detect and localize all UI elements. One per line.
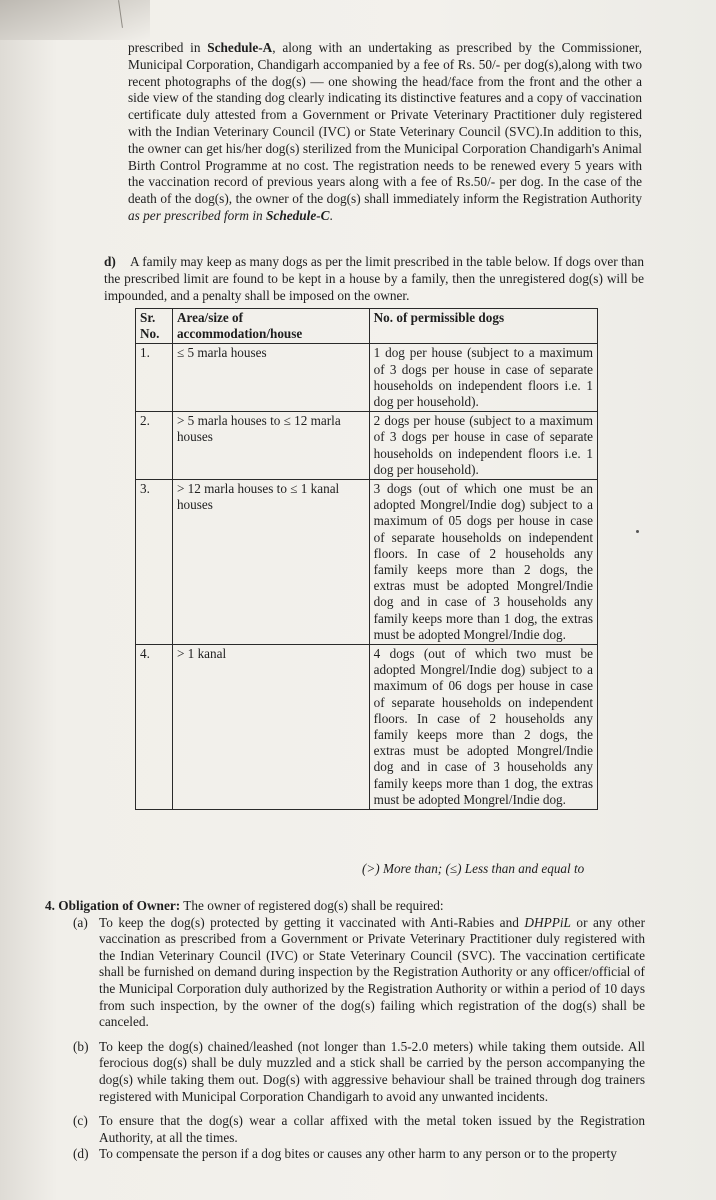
section-4-intro: The owner of registered dog(s) shall be required:	[180, 898, 444, 913]
text-span: .	[329, 207, 333, 223]
section-4-obligations	[45, 898, 645, 1163]
item-label: (a)	[73, 914, 88, 930]
cell-dogs: 1 dog per house (subject to a maximum of 3 dogs per house in case of separate households on independent floors i.e. 1 dog per household).	[369, 344, 597, 412]
obligation-item-c	[45, 1113, 645, 1146]
cell-sr: 3.	[136, 480, 173, 645]
item-label: (c)	[73, 1113, 88, 1129]
cell-sr: 4.	[136, 645, 173, 810]
cell-area: > 5 marla houses to ≤ 12 marla houses	[172, 412, 369, 480]
cell-sr: 1.	[136, 344, 173, 412]
section-4-heading-line	[45, 898, 645, 915]
text-span: , along with an undertaking as prescribed by the Commissioner, Municipal Corporation, Chandigarh accompanied by a fee of Rs. 50/- per dog(s),along with two recent photographs of the dog(s) — one showing the head/face from the front and the other a side view of the standing dog clearly indicating its distinctive features and a copy of vaccination certificate duly attested from a Government or Private Veterinary Practitioner duly registered with the Indian Veterinary Council (IVC) or State Veterinary Council (SVC).In addition to this, the owner can get his/her dog(s) sterilized from the Municipal Corporation Chandigarh's Animal Birth Control Programme at no cost. The registration needs to be renewed every 5 years with the vaccination record of previous years along with a fee of Rs.50/- per dog. In the case of the death of the dog(s), the owner of the dog(s) shall immediately inform the Registration Authority	[128, 40, 642, 207]
schedule-a-ref: Schedule-A	[207, 40, 273, 55]
table-row	[136, 344, 598, 412]
cell-dogs: 4 dogs (out of which two must be adopted Mongrel/Indie dog) subject to a maximum of 06 dogs per house in case of separate households on independent floors. In case of 2 households any family keeps more than 2 dogs, the extras must be adopted Mongrel/Indie dog and in case of 3 households any family keeps more than 1 dog, the extras must be adopted Mongrel/Indie dog.	[369, 645, 597, 810]
cell-dogs: 2 dogs per house (subject to a maximum of 3 dogs per house in case of separate households on independent floors i.e. 1 dog per household).	[369, 412, 597, 480]
permissible-dogs-table	[135, 308, 598, 810]
item-text: To ensure that the dog(s) wear a collar affixed with the metal token issued by the Registration Authority, at all the times.	[99, 1113, 645, 1145]
header-permissible-dogs: No. of permissible dogs	[369, 309, 597, 344]
table-row	[136, 480, 598, 645]
cell-area: > 12 marla houses to ≤ 1 kanal houses	[172, 480, 369, 645]
cell-dogs: 3 dogs (out of which one must be an adopted Mongrel/Indie dog) subject to a maximum of 05 dogs per house in case of separate households on independent floors. In case of 2 households any family keeps more than 2 dogs, the extras must be adopted Mongrel/Indie dog and in case of 3 households any family keeps more than 1 dog, the extras must be adopted Mongrel/Indie dog.	[369, 480, 597, 645]
table-legend: (>) More than; (≤) Less than and equal to	[362, 861, 585, 876]
text-span-italic: as per prescribed form in	[128, 207, 267, 223]
item-text	[99, 915, 645, 1031]
obligation-item-b	[45, 1039, 645, 1105]
obligation-item-a	[45, 915, 645, 1031]
paper-fold-shadow	[0, 0, 150, 40]
clause-d	[104, 254, 644, 304]
spacer	[45, 1031, 645, 1039]
item-text: To compensate the person if a dog bites or causes any other harm to any person or to the property	[99, 1146, 617, 1162]
item-label: (b)	[73, 1038, 89, 1054]
item-text: To keep the dog(s) chained/leashed (not longer than 1.5-2.0 meters) while taking them outside. All ferocious dog(s) shall be duly muzzled and a stick shall be carried by the person accompanying the dog(s) while taking them out. Dog(s) with aggressive behaviour shall be trained through dog trainers registered with Municipal Corporation Chandigarh to avoid any unwanted incidents.	[99, 1038, 645, 1104]
header-sr-no: Sr. No.	[136, 309, 173, 344]
dhppil-term: DHPPiL	[524, 914, 571, 930]
item-label: (d)	[73, 1146, 89, 1162]
cell-area: ≤ 5 marla houses	[172, 344, 369, 412]
schedule-c-ref: Schedule-C	[266, 207, 330, 223]
clause-d-label: d)	[104, 254, 116, 269]
cell-sr: 2.	[136, 412, 173, 480]
header-area: Area/size of accommodation/house	[172, 309, 369, 344]
text-span: To keep the dog(s) protected by getting it vaccinated with Anti-Rabies and	[99, 914, 525, 930]
table-row	[136, 645, 598, 810]
clause-d-text: A family may keep as many dogs as per the limit prescribed in the table below. If dogs over than the prescribed limit are found to be kept in a house by a family, then the unregistered dog(s) will be impounded, and a penalty shall be imposed on the owner.	[104, 254, 644, 303]
spacer	[45, 1105, 645, 1113]
registration-paragraph	[128, 40, 642, 225]
cell-area: > 1 kanal	[172, 645, 369, 810]
text-span: or any other vaccination as prescribed from a Government or Private Veterinary Practitioner duly registered with the Indian Veterinary Council (IVC) or State Veterinary Council (SVC). The vaccination certificate shall be furnished on demand during inspection by the Registration Authority or any officer/official of the Municipal Corporation duly authorized by the Registration Authority or within a period of 10 days from such inspection, by the owner of the dog(s) failing which registration of the dog(s) shall be canceled.	[99, 914, 645, 1030]
table-header-row	[136, 309, 598, 344]
paper-speck	[636, 530, 639, 533]
obligation-item-d	[45, 1146, 645, 1163]
table-row	[136, 412, 598, 480]
section-4-heading: 4. Obligation of Owner:	[45, 898, 181, 913]
text-span: prescribed in	[128, 40, 208, 55]
